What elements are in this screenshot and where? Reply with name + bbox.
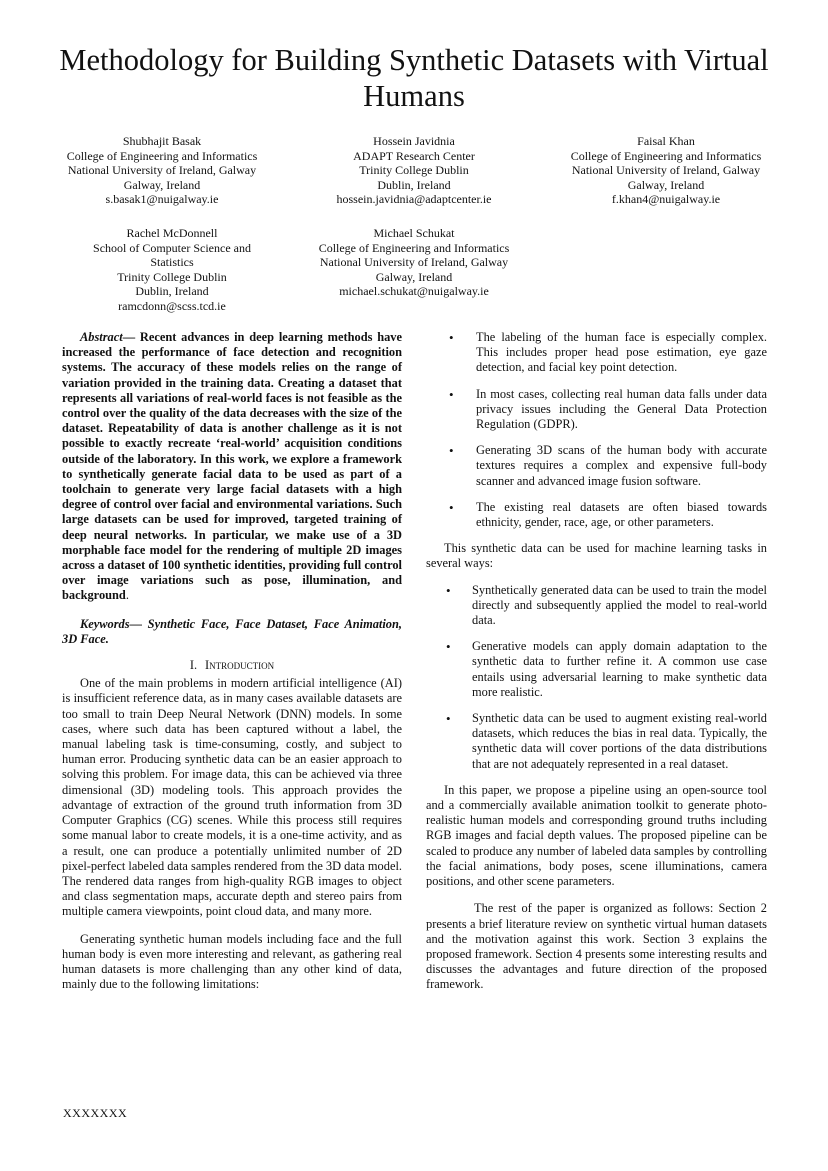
author-affiliation: School of Computer Science and — [93, 240, 251, 255]
abstract-label: Abstract — [80, 330, 123, 344]
author-email: hossein.javidnia@adaptcenter.ie — [336, 192, 492, 206]
bullet-icon: • — [446, 639, 451, 655]
list-item-text: Synthetic data can be used to augment existing real-world datasets, which reduces the bias in real data. Typically, the synthetic data will cover portions of the data distributions that are not adequately represented in a real dataset. — [472, 711, 767, 771]
author-affiliation: College of Engineering and Informatics — [318, 240, 510, 255]
right-column — [426, 330, 767, 993]
body-paragraph: The rest of the paper is organized as follows: Section 2 presents a brief literature review on synthetic virtual human datasets and the motivation against this work. Section 3 explains the proposed framework. Section 4 presents some interesting results and discusses the advantages and future direction of the proposed framework. — [426, 901, 767, 992]
limitations-list — [426, 330, 767, 530]
author-name: Faisal Khan — [637, 134, 695, 148]
author-email: f.khan4@nuigalway.ie — [611, 192, 721, 206]
author-block — [60, 226, 284, 313]
section-number: I. — [189, 658, 198, 673]
paper-title: Methodology for Building Synthetic Datasets with Virtual Humans — [59, 43, 769, 113]
author-name: Hossein Javidnia — [373, 134, 455, 148]
abstract-period: . — [125, 588, 129, 603]
author-name: Shubhajit Basak — [122, 134, 202, 148]
bullet-icon: • — [449, 443, 454, 459]
list-item — [426, 330, 767, 376]
list-item-text: The existing real datasets are often biased towards ethnicity, gender, race, age, or other parameters. — [476, 499, 767, 530]
author-affiliation: Statistics — [150, 255, 194, 269]
list-item-text: Synthetically generated data can be used to train the model directly and subsequently applied the model to real-world data. — [472, 582, 767, 628]
author-affiliation: ADAPT Research Center — [353, 148, 475, 163]
uses-list — [426, 583, 767, 772]
author-affiliation: National University of Ireland, Galway — [67, 163, 257, 177]
abstract-text: Recent advances in deep learning methods have increased the performance of face detection and recognition systems. The accuracy of these models relies on the range of variation provided in the training data. Creating a dataset that represents all variations of real-world faces is not feasible as the control over the quality of the data decreases with the size of the dataset. Repeatability of data is another challenge as it is not possible to exactly recreate ‘real-world’ acquisition conditions outside of the laboratory. In this work, we explore a framework to synthetically generate facial data to be used as part of a toolchain to generate very large facial datasets with a high degree of control over facial and environmental variations. Such large datasets can be used for improved, targeted training of deep neural networks. In particular, we make use of a 3D morphable face model for the rendering of multiple 2D images across a dataset of 100 synthetic identities, providing full control over image variations such as pose, illumination, and background — [62, 330, 402, 603]
bullet-icon: • — [449, 386, 454, 402]
author-email: ramcdonn@scss.tcd.ie — [118, 298, 226, 313]
list-item-text: Generating 3D scans of the human body with accurate textures requires a complex and expensive full-body scanner and advanced image fusion software. — [476, 443, 767, 488]
body-paragraph: This synthetic data can be used for machine learning tasks in several ways: — [426, 541, 767, 571]
list-item — [426, 500, 767, 530]
intro-paragraph: Generating synthetic human models including face and the full human body is even more interesting and relevant, as gathering real human datasets is more challenging than any other kind of data, mainly due to the following limitations: — [62, 931, 402, 992]
page-footer: XXXXXXX — [63, 1106, 128, 1120]
author-email: s.basak1@nuigalway.ie — [105, 192, 219, 206]
list-item — [426, 711, 767, 772]
author-block — [40, 134, 284, 207]
author-name: Michael Schukat — [373, 226, 455, 240]
list-item — [426, 639, 767, 700]
author-location: Galway, Ireland — [627, 177, 705, 192]
list-item-text: In most cases, collecting real human data falls under data privacy issues including the General Data Protection Regulation (GDPR). — [476, 386, 767, 432]
author-affiliation: National University of Ireland, Galway — [571, 163, 761, 177]
keywords: Keywords— Synthetic Face, Face Dataset, Face Animation, 3D Face. — [62, 616, 402, 646]
section-heading — [62, 658, 402, 673]
list-item-text: The labeling of the human face is especially complex. This includes proper head pose estimation, eye gaze detection, and facial key point detection. — [476, 330, 767, 375]
left-column — [62, 330, 402, 992]
bullet-icon: • — [446, 582, 451, 598]
list-item-text: Generative models can apply domain adaptation to the synthetic data to further refine it. A common use case entails using adversarial learning to make synthetic data more realistic. — [472, 639, 767, 699]
author-affiliation: Trinity College Dublin — [359, 163, 469, 177]
author-location: Galway, Ireland — [123, 177, 201, 192]
bullet-icon: • — [449, 330, 454, 345]
author-affiliation: College of Engineering and Informatics — [66, 148, 258, 163]
bullet-icon: • — [449, 499, 454, 515]
author-block — [544, 134, 788, 207]
author-block — [292, 226, 536, 299]
author-affiliation: Trinity College Dublin — [117, 269, 227, 284]
list-item — [426, 583, 767, 629]
intro-paragraph: One of the main problems in modern artificial intelligence (AI) is insufficient reference data, as in many cases available datasets are too small to train Deep Neural Network (DNN) models. In some cases, where such data has been captured without a label, the manual labeling task is time-consuming, costly, and subject to human error. Producing synthetic data can be an easier approach to solving this problem. For image data, this can be achieved via three dimensional (3D) modeling tools. This approach provides the advantage of extraction of the ground truth information from 3D Computer Graphics (CG) scenes. While this process still requires some manual labor to create models, it is a one-time activity, and as a result, one can produce a potentially unlimited number of 2D pixel-perfect labeled data samples rendered from the 3D data model. The rendered data ranges from high-quality RGB images to object and class segmentation maps, accurate depth and stereo pairs from multiple camera viewpoints, point cloud data, and many more. — [62, 676, 402, 919]
author-block — [292, 134, 536, 207]
list-item — [426, 443, 767, 489]
author-name: Rachel McDonnell — [126, 226, 218, 240]
abstract-dash: — — [122, 330, 136, 344]
list-item — [426, 387, 767, 433]
abstract — [62, 330, 402, 604]
author-location: Dublin, Ireland — [135, 284, 209, 298]
author-affiliation: National University of Ireland, Galway — [319, 255, 509, 269]
author-email: michael.schukat@nuigalway.ie — [339, 284, 489, 298]
author-location: Galway, Ireland — [375, 269, 453, 284]
author-affiliation: College of Engineering and Informatics — [570, 148, 762, 163]
bullet-icon: • — [446, 711, 451, 727]
author-location: Dublin, Ireland — [377, 177, 451, 192]
section-title: Introduction — [205, 658, 275, 673]
body-paragraph: In this paper, we propose a pipeline using an open-source tool and a commercially available animation toolkit to generate photo-realistic human models and corresponding ground truths including RGB images and facial depth values. The proposed pipeline can be scaled to produce any number of labeled data samples by controlling the facial animations, body poses, scene illuminations, camera positions, and other scene parameters. — [426, 782, 767, 889]
